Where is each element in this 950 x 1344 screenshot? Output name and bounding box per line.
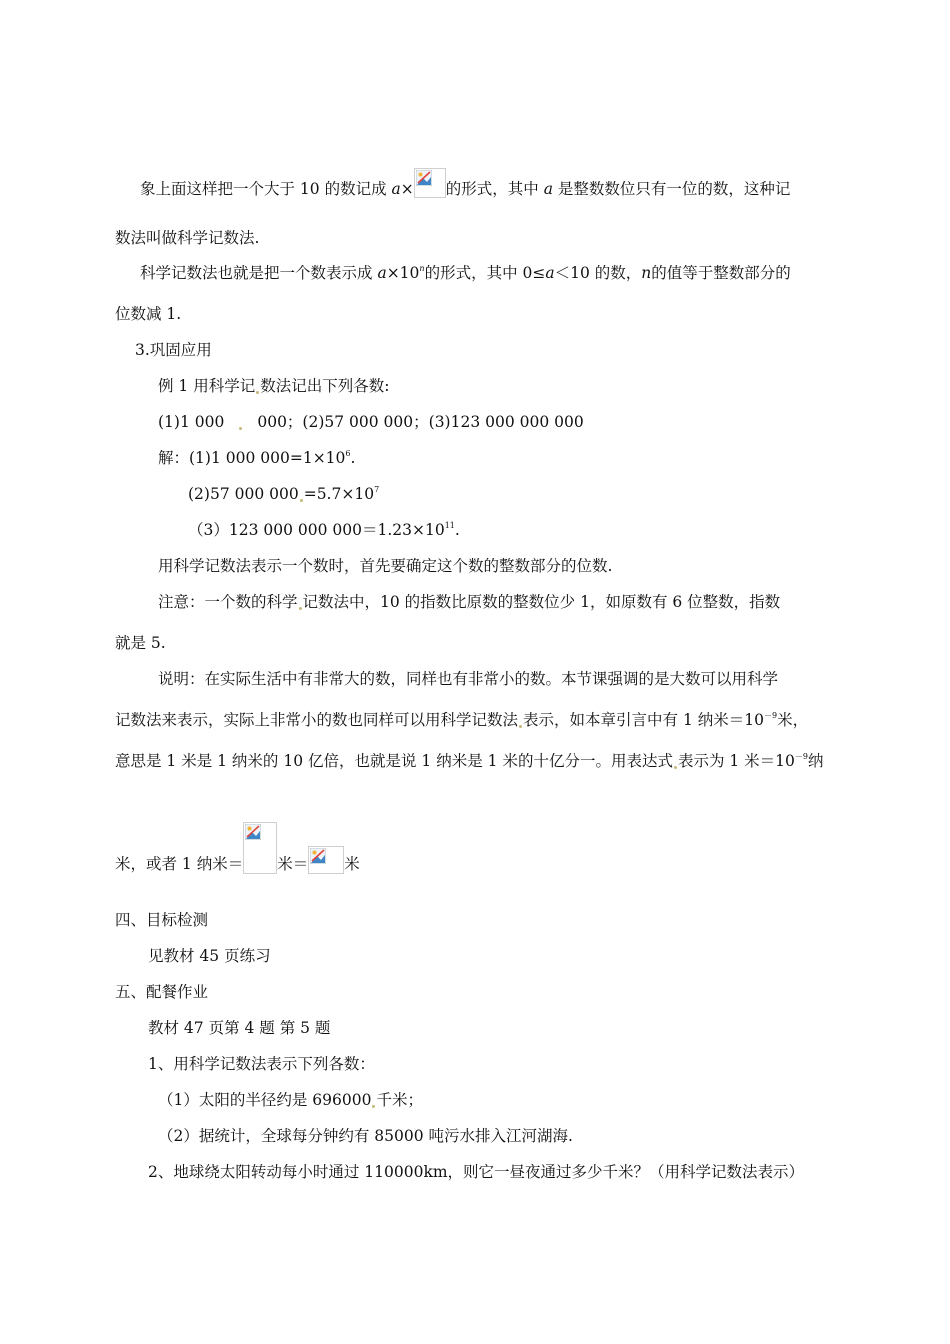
explanation-paragraph: 说明：在实际生活中有非常大的数，同样也有非常小的数。本节课强调的是大数可以用科学 — [158, 670, 779, 688]
section-heading: 五、配餐作业 — [115, 983, 209, 1001]
section-heading: 四、目标检测 — [115, 911, 209, 929]
paragraph-line: 位数减 1. — [115, 305, 182, 323]
stray-mark — [300, 499, 303, 502]
explanation-paragraph: 米，或者 1 纳米＝ 米＝ 米 — [115, 822, 360, 889]
example-heading: 例 1 用科学记 数法记出下列各数: — [158, 377, 390, 395]
stray-mark — [674, 766, 677, 769]
stray-mark — [256, 391, 259, 394]
paragraph-definition: 科学记数法也就是把一个数表示成 $a\times 10^n$的形式，其中 0≤a＜10 的数，n的值等于整数部分的 — [140, 264, 791, 282]
paragraph-line: 教材 47 页第 4 题 第 5 题 — [148, 1019, 331, 1037]
solution-line: 解：(1)1 000 $000=1\times 10^6$. — [158, 449, 356, 467]
explanation-paragraph: 意思是 1 米是 1 纳米的 10 亿倍，也就是说 1 纳米是 1 米的十亿分一。用表达式 表示为 1 米$=10^{-9}$纳 — [115, 752, 824, 770]
paragraph-line: 就是 5. — [115, 634, 166, 652]
question-heading: 2、地球绕太阳转动每小时通过 110000km，则它一昼夜通过多少千米？（用科学记数法表示） — [148, 1163, 805, 1181]
solution-line: (2)57 000 $000 =5.7\times 10^7$ — [188, 485, 380, 503]
stray-mark — [239, 427, 242, 430]
paragraph-line: 数法叫做科学记数法. — [115, 229, 260, 247]
explanation-paragraph: 记数法来表示，实际上非常小的数也同样可以用科学记数法 表示，如本章引言中有 1 纳米$=10^{-9}$米， — [115, 711, 809, 729]
paragraph-line: 见教材 45 页练习 — [148, 947, 271, 965]
note-paragraph: 注意：一个数的科学 记数法中，10 的指数比原数的整数位少 1，如原数有 6 位整数，指数 — [158, 593, 781, 611]
stray-mark — [299, 607, 302, 610]
broken-image-icon — [308, 846, 344, 874]
paragraph-line: 用科学记数法表示一个数时，首先要确定这个数的整数部分的位数. — [158, 557, 613, 575]
question-heading: 1、用科学记数法表示下列各数： — [148, 1055, 375, 1073]
stray-mark — [519, 725, 522, 728]
broken-image-icon — [414, 168, 446, 198]
question-item: （1）太阳的半径约是 696000 千米； — [158, 1091, 423, 1109]
question-item: （2）据统计，全球每分钟约有 85000 吨污水排入江河湖海. — [158, 1127, 573, 1145]
solution-line: （3）123 000 000 $000=1.23\times 10^{11}$. — [188, 521, 460, 539]
section-heading: 3.巩固应用 — [135, 341, 212, 359]
broken-image-icon — [243, 822, 277, 874]
paragraph-scientific-notation-intro: 象上面这样把一个大于 10 的数记成 a× 的形式，其中 a 是整数数位只有一位的数，这种记 — [140, 168, 790, 199]
example-items: (1)1 000 000；(2)57 000 000；(3)123 000 000 000 — [158, 413, 584, 431]
